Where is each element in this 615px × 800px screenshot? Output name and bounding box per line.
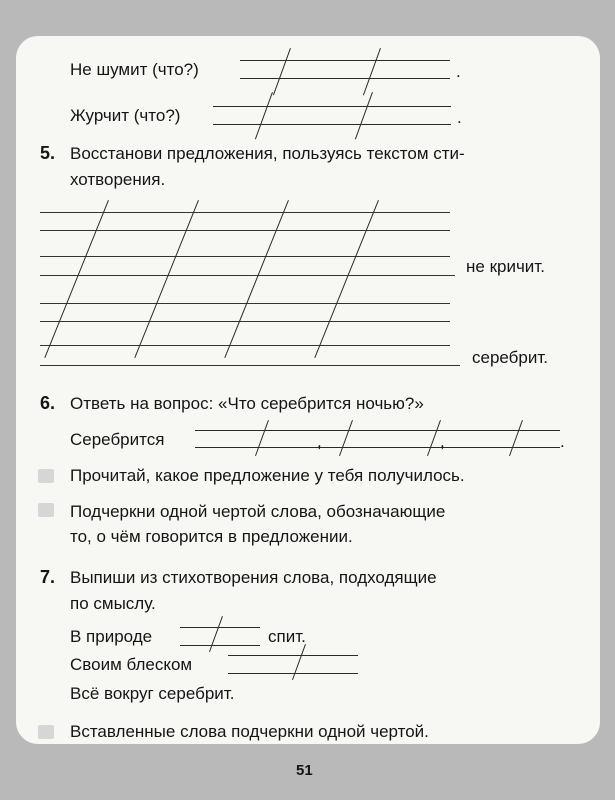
- question-label-2: Журчит (что?): [70, 106, 181, 125]
- sentence-end-1: .: [456, 62, 461, 81]
- answer-label: Серебрится: [70, 430, 165, 449]
- task-7-text-line-1: Выпиши из стихотворения слова, подходящие: [70, 568, 437, 587]
- sentence-end-6: .: [560, 432, 565, 451]
- task-7-text-line-2: по смыслу.: [70, 594, 156, 613]
- answer-line-top: [195, 430, 560, 431]
- writing-line: [40, 345, 450, 346]
- answer-line-2[interactable]: [213, 124, 451, 125]
- answer-line-2-top: [213, 106, 451, 107]
- final-instruction: Вставленные слова подчеркни одной чертой.: [70, 722, 429, 741]
- task-5-number: 5.: [40, 143, 56, 163]
- task-7-number: 7.: [40, 567, 56, 587]
- answer-line-6[interactable]: [195, 447, 560, 448]
- comma-2: ,: [440, 432, 445, 451]
- answer-line-1-top: [240, 60, 450, 61]
- task-6-question: Ответь на вопрос: «Что серебрится ночью?»: [70, 394, 424, 413]
- task-5-text-line-1: Восстанови предложения, пользуясь текстом сти-: [70, 144, 465, 163]
- underline-instruction-line-2: то, о чём говорится в предложении.: [70, 527, 353, 546]
- row-2-before: Своим блеском: [70, 655, 193, 674]
- answer-line-7-1[interactable]: [180, 645, 260, 646]
- sentence-ending-1: не кричит.: [466, 257, 545, 276]
- task-6-number: 6.: [40, 393, 56, 413]
- task-5-text-line-2: хотворения.: [70, 170, 166, 189]
- sentence-end-2: .: [457, 108, 462, 127]
- marker-icon: [38, 503, 54, 517]
- sentence-ending-2: серебрит.: [472, 348, 548, 367]
- question-label-1: Не шумит (что?): [70, 60, 199, 79]
- row-1-after: спит.: [268, 627, 306, 646]
- row-1-before: В природе: [70, 627, 153, 646]
- read-instruction: Прочитай, какое предложение у тебя получилось.: [70, 466, 465, 485]
- writing-line[interactable]: [40, 365, 460, 366]
- page-number: 51: [296, 762, 313, 779]
- answer-line-top: [180, 627, 260, 628]
- underline-instruction-line-1: Подчеркни одной чертой слова, обозначающие: [70, 502, 446, 521]
- comma-1: ,: [317, 432, 322, 451]
- writing-line: [40, 230, 450, 231]
- writing-line: [40, 256, 450, 257]
- writing-line[interactable]: [40, 275, 455, 276]
- writing-line: [40, 321, 450, 322]
- answer-line-1[interactable]: [240, 78, 450, 79]
- row-3: Всё вокруг серебрит.: [70, 684, 235, 703]
- answer-line-top: [228, 655, 358, 656]
- marker-icon: [38, 725, 54, 739]
- marker-icon: [38, 469, 54, 483]
